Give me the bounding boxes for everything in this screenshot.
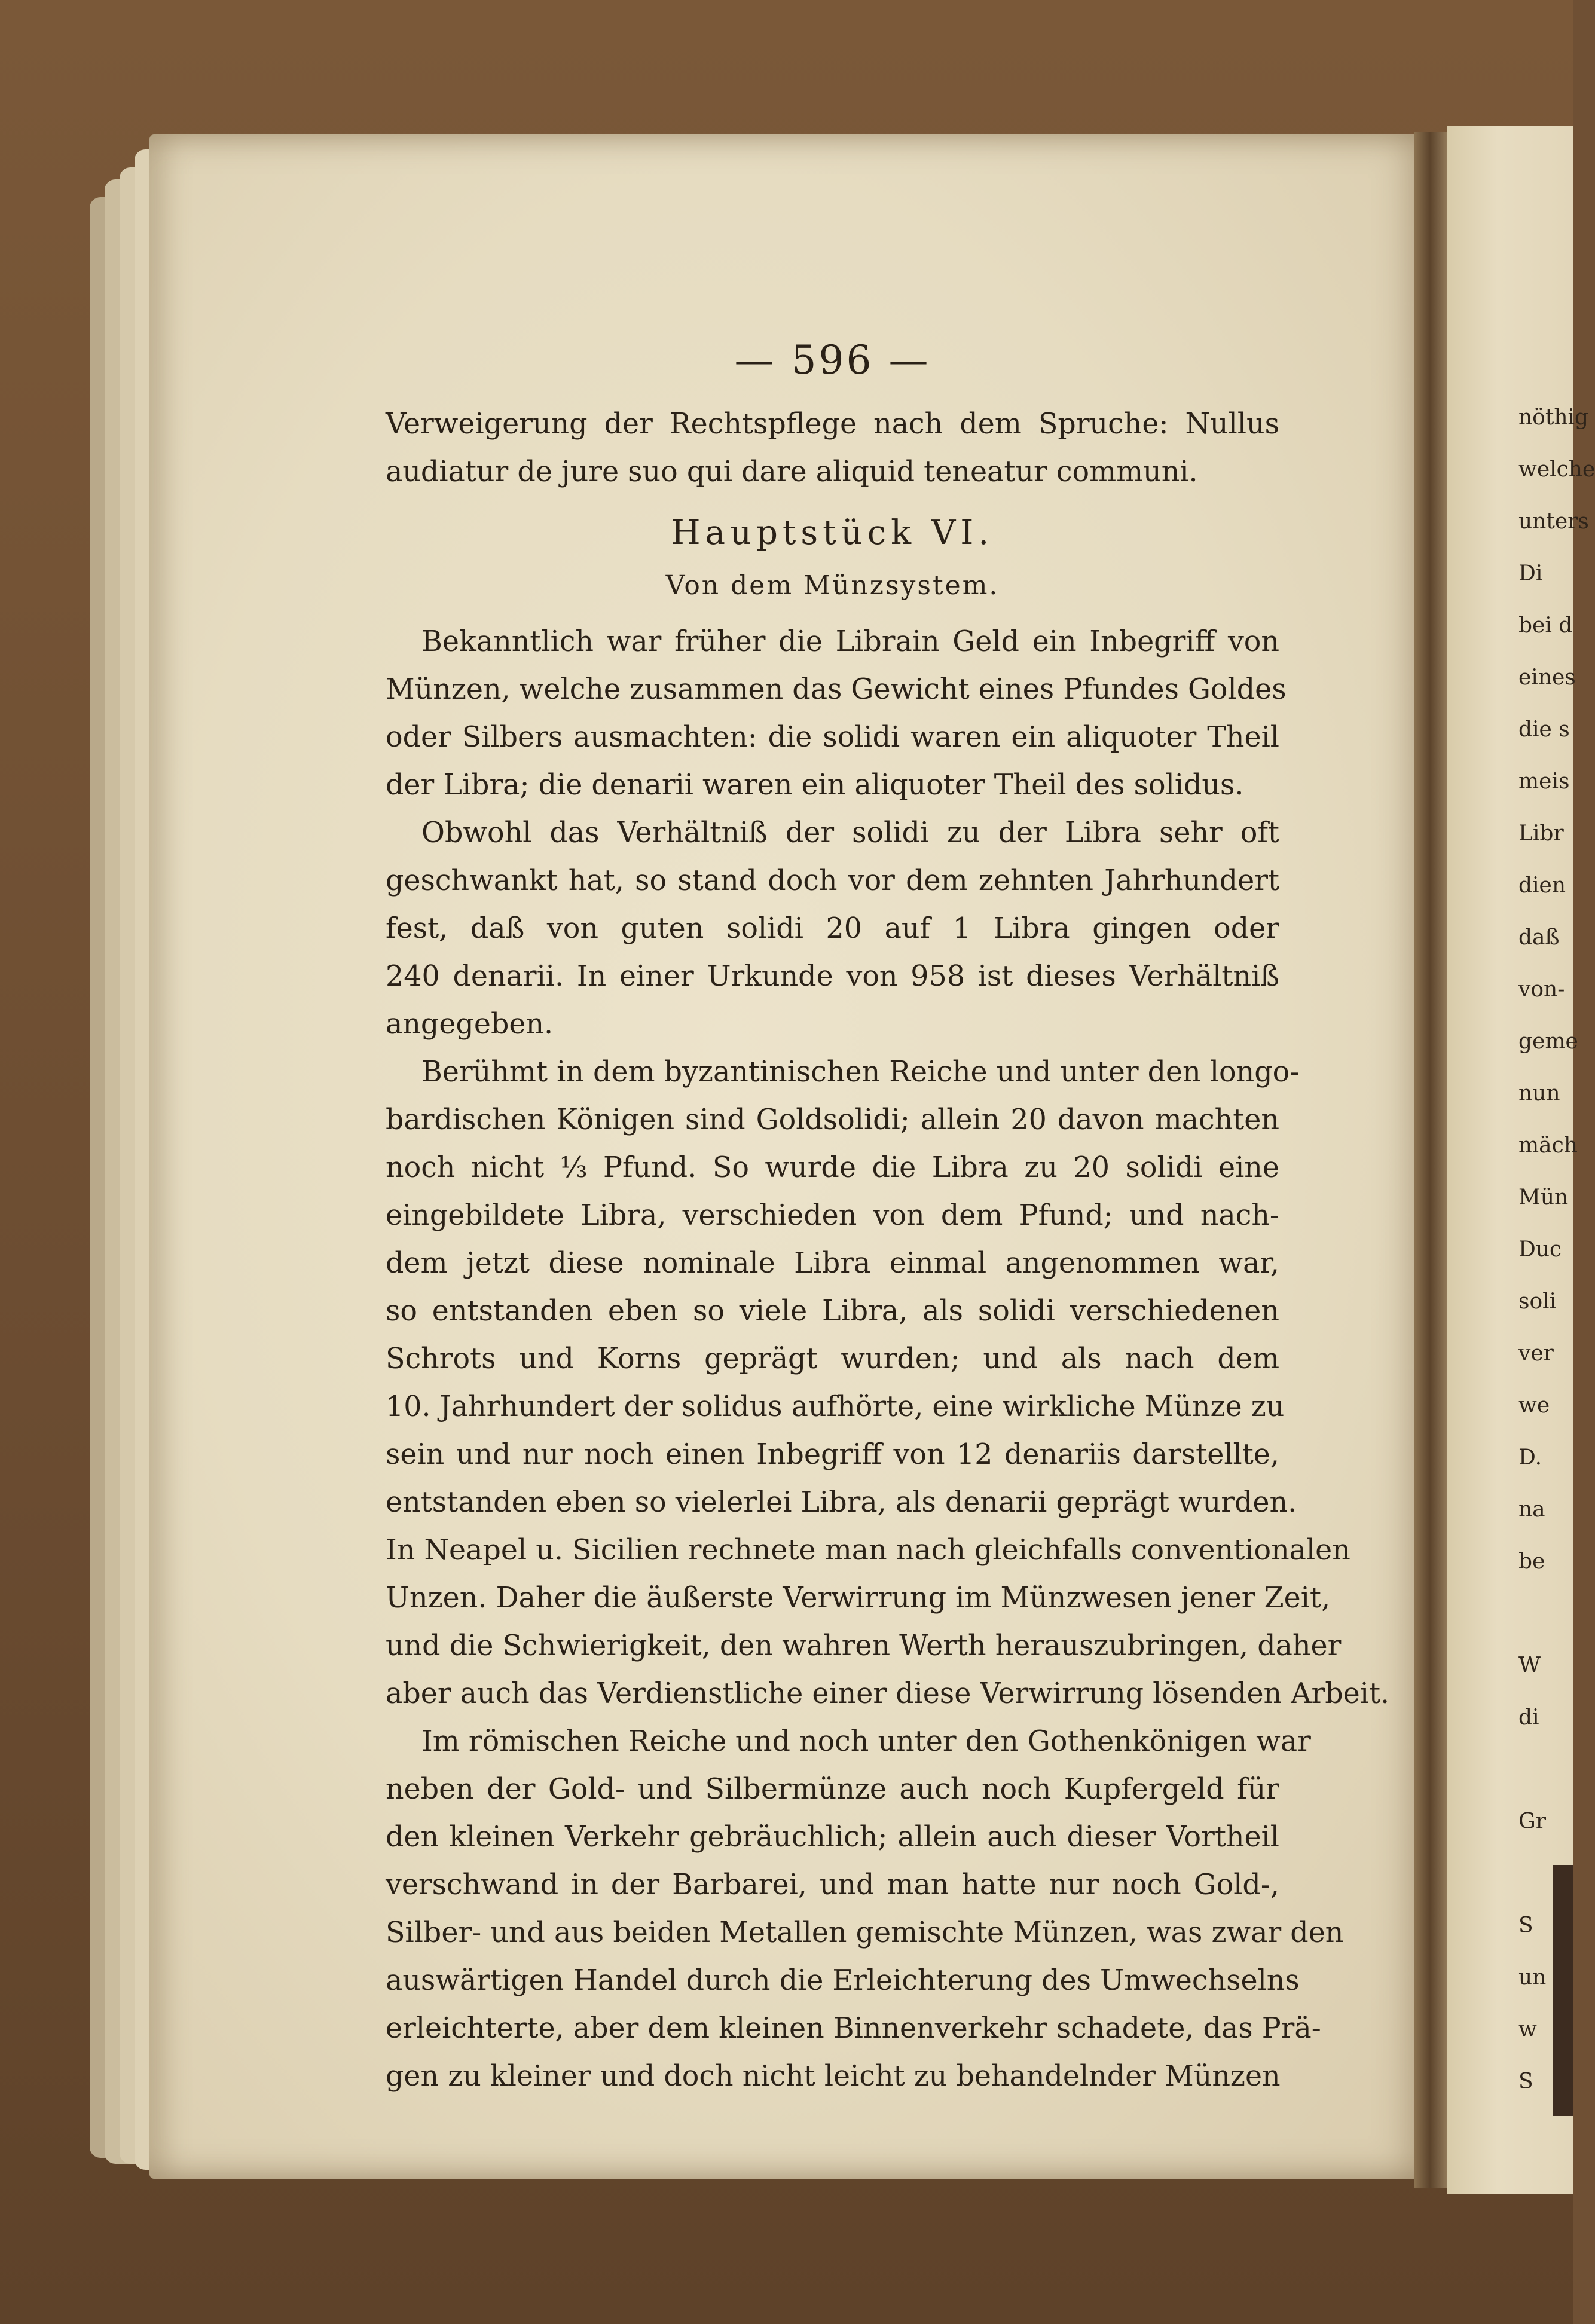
fragment: nun — [1518, 1081, 1560, 1106]
fragment: geme — [1518, 1029, 1578, 1054]
paragraph-3 — [386, 1048, 1390, 1718]
text-line: Silber- und aus beiden Metallen gemischte Münzen, was zwar den — [386, 1916, 1344, 1949]
fragment: welche — [1518, 457, 1595, 482]
fragment: di — [1518, 1705, 1539, 1730]
text-line: neben der Gold- und Silbermünze auch noch Kupfergeld für — [386, 1773, 1279, 1806]
text-line: In Neapel u. Sicilien rechnete man nach gleichfalls conventionalen — [386, 1534, 1350, 1567]
text-line: und die Schwierigkeit, den wahren Werth herauszubringen, daher — [386, 1629, 1342, 1662]
fragment: S — [1518, 2069, 1533, 2094]
text-line: 10. Jahrhundert der solidus aufhörte, eine wirkliche Münze zu — [386, 1390, 1285, 1423]
fragment — [1518, 1848, 1573, 1900]
chapter-subheading: Von dem Münzsystem. — [665, 570, 1000, 601]
fragment: we — [1518, 1393, 1550, 1418]
text-line: auswärtigen Handel durch die Erleichterung des Umwechselns — [386, 1964, 1300, 1997]
fragment: eines — [1518, 665, 1576, 690]
text-line: Im römischen Reiche und noch unter den Gothenkönigen war — [421, 1725, 1311, 1758]
text-line: entstanden eben so vielerlei Libra, als denarii geprägt wurden. — [386, 1486, 1297, 1519]
fragment: Mün — [1518, 1185, 1569, 1210]
fragment: meis — [1518, 769, 1570, 794]
facing-page-text-fragments — [1518, 392, 1595, 2108]
text-line: audiatur de jure suo qui dare aliquid teneatur communi. — [386, 455, 1198, 488]
fragment: soli — [1518, 1289, 1557, 1314]
text-line: Obwohl das Verhältniß der solidi zu der Libra sehr oft — [421, 817, 1279, 849]
fragment: von- — [1518, 977, 1565, 1002]
fragment: S — [1518, 1913, 1533, 1938]
text-line: geschwankt hat, so stand doch vor dem zehnten Jahrhundert — [386, 864, 1279, 897]
page-text — [386, 335, 1390, 2100]
text-line: erleichterte, aber dem kleinen Binnenverkehr schadete, das Prä- — [386, 2012, 1321, 2045]
fragment: be — [1518, 1549, 1545, 1574]
chapter-heading: Hauptstück VI. — [671, 513, 994, 552]
fragment: ver — [1518, 1341, 1554, 1366]
fragment: die s — [1518, 717, 1570, 742]
fragment: Libr — [1518, 821, 1564, 846]
fragment: Duc — [1518, 1237, 1562, 1262]
text-line: angegeben. — [386, 1008, 554, 1041]
fragment: w — [1518, 2017, 1537, 2042]
paragraph-2 — [386, 809, 1279, 1048]
book-gutter — [1414, 132, 1450, 2188]
fragment: unters — [1518, 509, 1589, 534]
text-line: gen zu kleiner und doch nicht leicht zu behandelnder Münzen — [386, 2060, 1281, 2093]
text-line: bardischen Königen sind Goldsolidi; allein 20 davon machten — [386, 1103, 1279, 1136]
page-number: — 596 — — [734, 337, 931, 383]
text-line: fest, daß von guten solidi 20 auf 1 Libra gingen oder — [386, 912, 1279, 945]
text-line: oder Silbers ausmachten: die solidi waren ein aliquoter Theil — [386, 721, 1279, 754]
text-line: noch nicht ⅓ Pfund. So wurde die Libra zu 20 solidi eine — [386, 1151, 1279, 1184]
text-line: 240 denarii. In einer Urkunde von 958 ist dieses Verhältniß — [386, 960, 1279, 993]
intro-lines — [386, 400, 1279, 496]
fragment: W — [1518, 1653, 1541, 1678]
text-line: den kleinen Verkehr gebräuchlich; allein auch dieser Vortheil — [386, 1821, 1279, 1854]
fragment — [1518, 1588, 1573, 1640]
text-line: Berühmt in dem byzantinischen Reiche und unter den longo- — [421, 1056, 1300, 1088]
fragment: mäch — [1518, 1133, 1578, 1158]
fragment: na — [1518, 1497, 1545, 1522]
text-line: aber auch das Verdienstliche einer diese Verwirrung lösenden Arbeit. — [386, 1677, 1390, 1710]
text-line: eingebildete Libra, verschieden von dem Pfund; und nach- — [386, 1199, 1279, 1232]
text-line: Verweigerung der Rechtspflege nach dem Spruche: Nullus — [386, 408, 1279, 441]
fragment: un — [1518, 1965, 1547, 1990]
text-line: verschwand in der Barbarei, und man hatte nur noch Gold-, — [386, 1869, 1279, 1901]
fragment: daß — [1518, 925, 1560, 950]
text-line: sein und nur noch einen Inbegriff von 12 denariis darstellte, — [386, 1438, 1279, 1471]
text-line: dem jetzt diese nominale Libra einmal angenommen war, — [386, 1247, 1279, 1280]
text-line: der Libra; die denarii waren ein aliquoter Theil des solidus. — [386, 769, 1244, 802]
fragment: D. — [1518, 1445, 1542, 1470]
fragment: Gr — [1518, 1809, 1546, 1834]
paragraph-1 — [386, 618, 1287, 809]
fragment: Di — [1518, 561, 1543, 586]
fragment: bei d — [1518, 613, 1573, 638]
text-line: Bekanntlich war früher die Librain Geld ein Inbegriff von — [421, 625, 1279, 658]
text-line: Unzen. Daher die äußerste Verwirrung im Münzwesen jener Zeit, — [386, 1582, 1331, 1614]
fragment: dien — [1518, 873, 1566, 898]
text-line: Schrots und Korns geprägt wurden; und als nach dem — [386, 1343, 1279, 1375]
fragment — [1518, 1744, 1573, 1796]
paragraph-4 — [386, 1718, 1344, 2100]
fragment: nöthig — [1518, 405, 1589, 430]
text-line: so entstanden eben so viele Libra, als solidi verschiedenen — [386, 1295, 1279, 1328]
text-line: Münzen, welche zusammen das Gewicht eines Pfundes Goldes — [386, 673, 1287, 706]
